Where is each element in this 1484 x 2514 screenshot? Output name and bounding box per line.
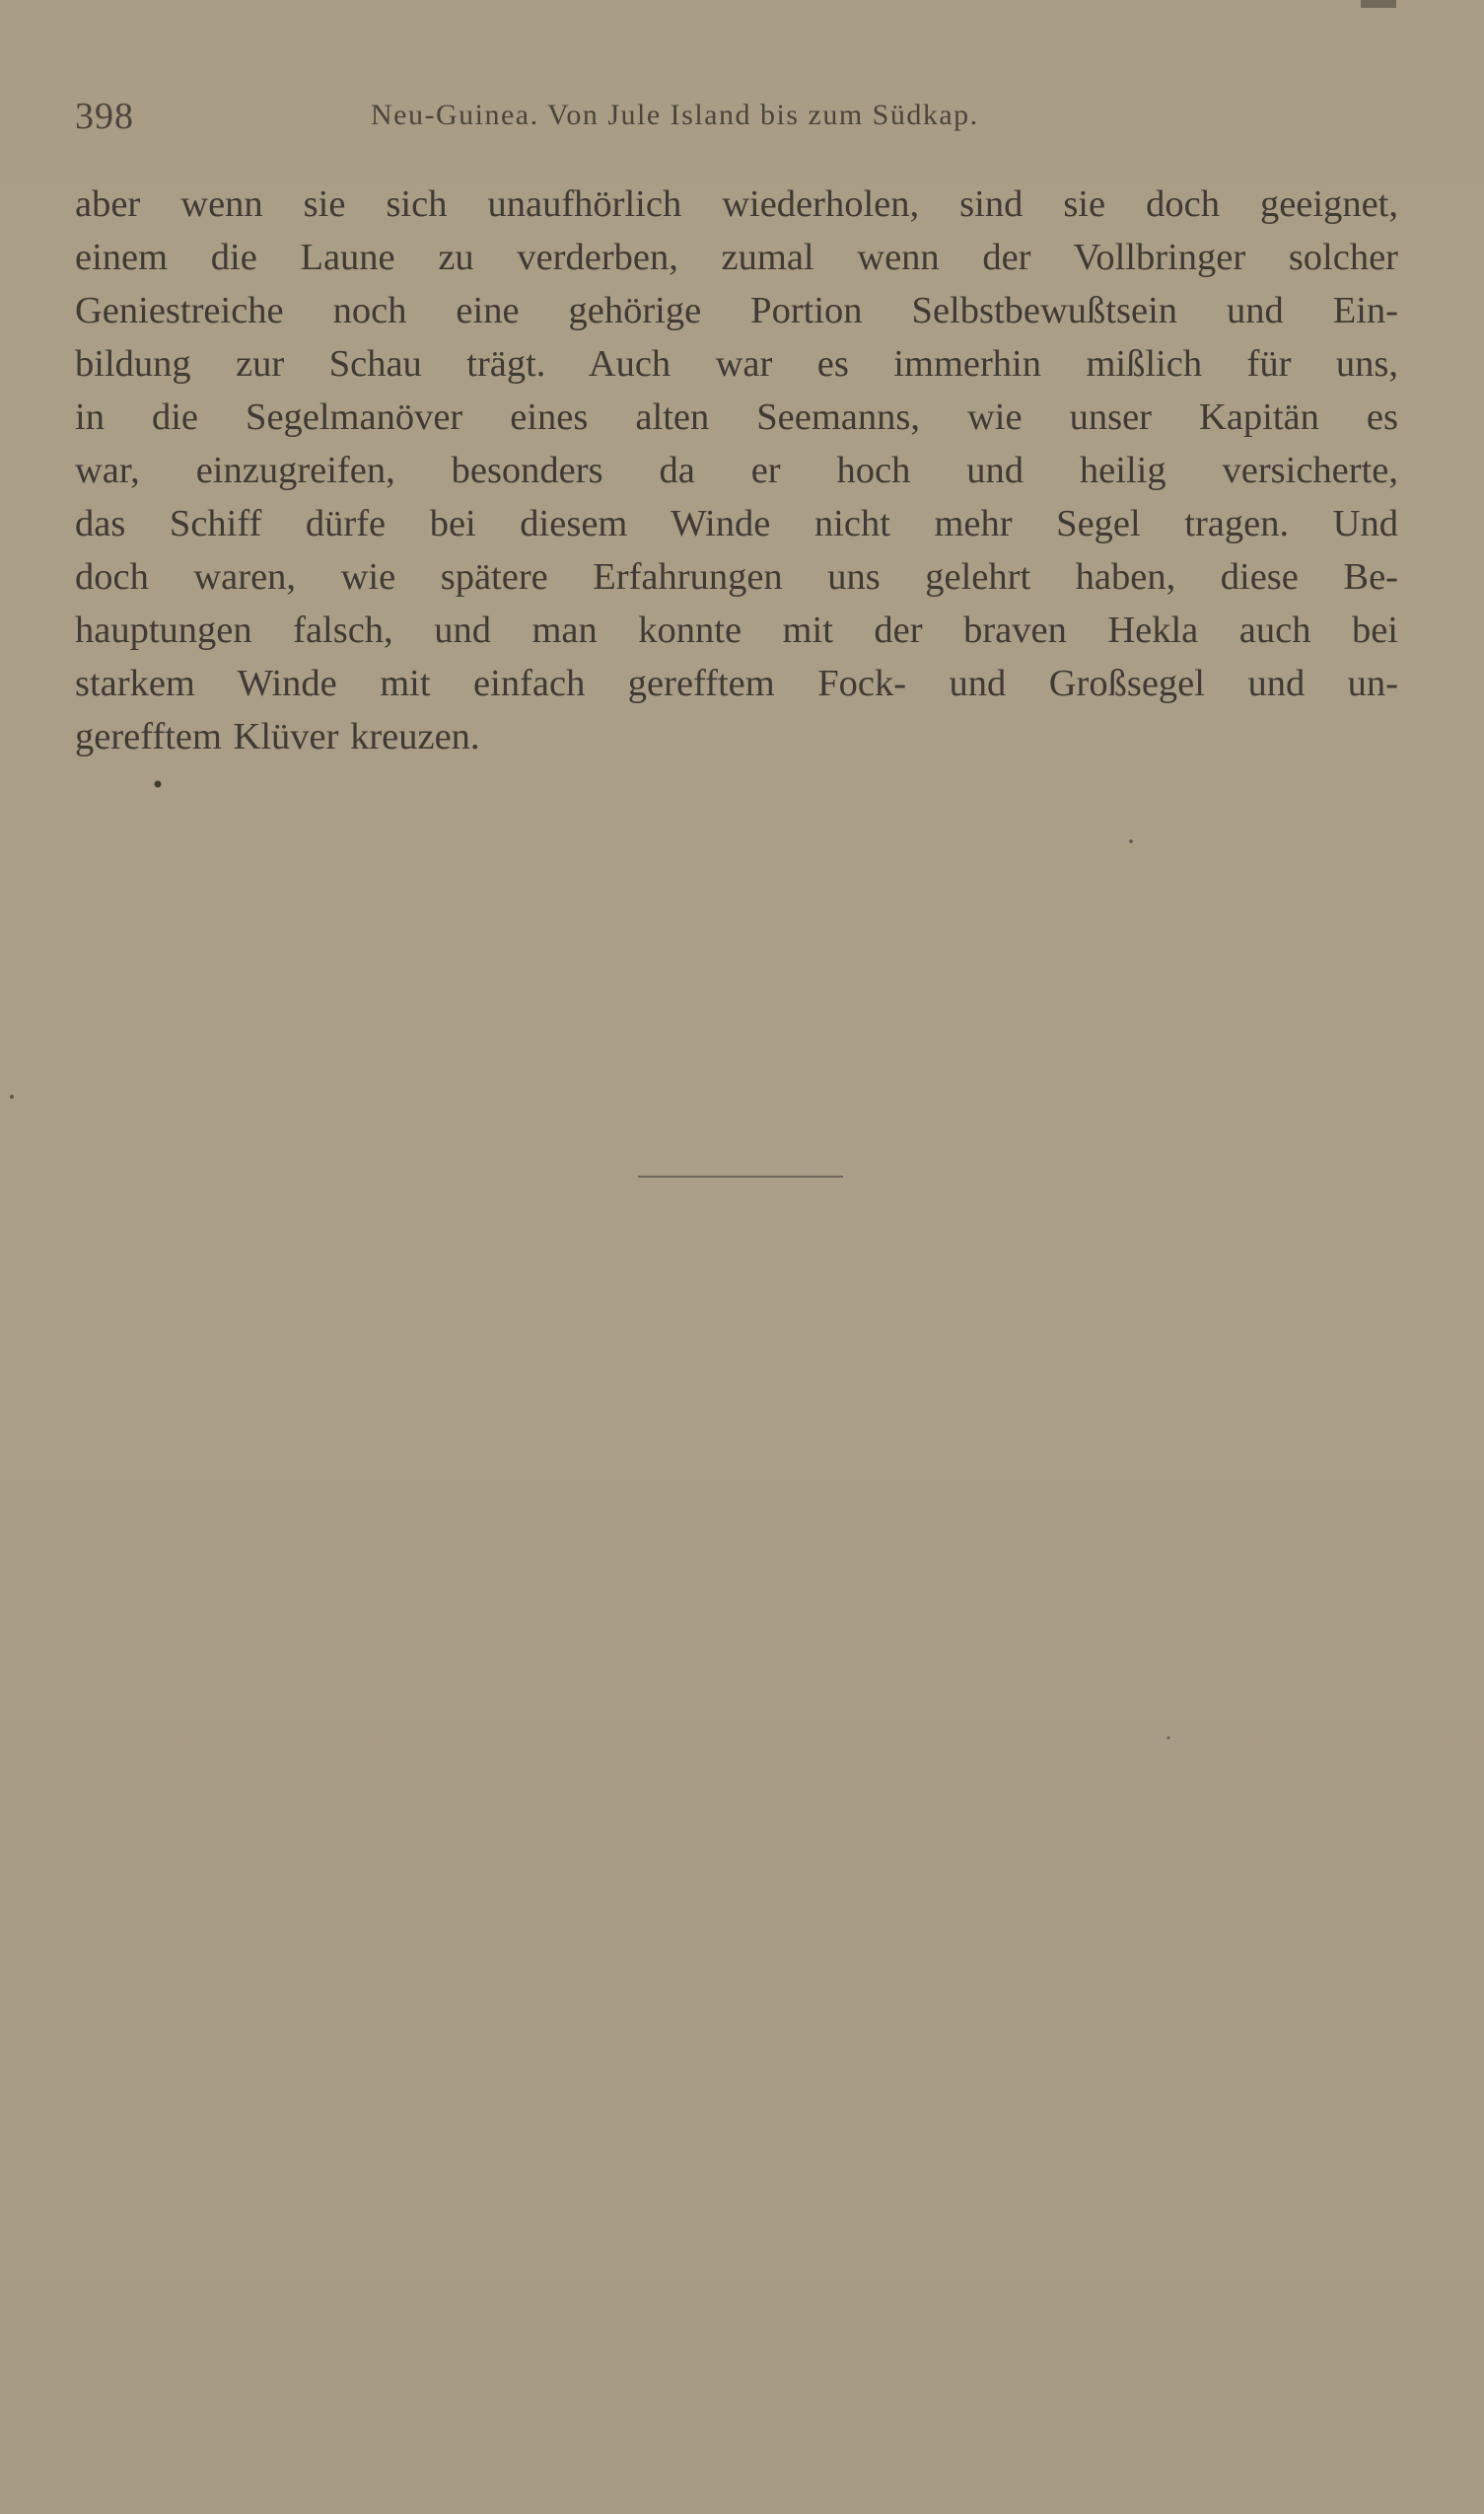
paragraph <box>75 178 1398 763</box>
ink-speck <box>1167 1737 1170 1740</box>
running-head <box>75 95 1396 144</box>
text-line: in die Segelmanöver eines alten Seemanns, wie unser Kapitän es <box>75 396 1398 438</box>
page-number: 398 <box>75 96 134 137</box>
running-title: Neu-Guinea. Von Jule Island bis zum Südkap. <box>371 99 979 131</box>
text-line-last: gerefftem Klüver kreuzen. <box>75 716 480 757</box>
text-line: einem die Laune zu verderben, zumal wenn der Vollbringer solcher <box>75 237 1398 278</box>
text-line: war, einzugreifen, besonders da er hoch und heilig versicherte, <box>75 450 1398 491</box>
text-line: bildung zur Schau trägt. Auch war es immerhin mißlich für uns, <box>75 343 1398 385</box>
ink-speck <box>1129 839 1133 843</box>
ink-speck <box>155 781 162 788</box>
text-line: aber wenn sie sich unaufhörlich wiederholen, sind sie doch geeignet, <box>75 183 1398 225</box>
text-line: hauptungen falsch, und man konnte mit der braven Hekla auch bei <box>75 610 1398 651</box>
text-line: Geniestreiche noch eine gehörige Portion Selbstbewußtsein und Ein- <box>75 290 1398 331</box>
section-divider-rule <box>638 1176 843 1178</box>
text-line: doch waren, wie spätere Erfahrungen uns gelehrt haben, diese Be- <box>75 556 1398 598</box>
ink-speck <box>10 1095 14 1099</box>
edge-mark <box>1361 0 1396 8</box>
text-line: das Schiff dürfe bei diesem Winde nicht mehr Segel tragen. Und <box>75 503 1398 544</box>
text-line: starkem Winde mit einfach gerefftem Fock- und Großsegel und un- <box>75 663 1398 704</box>
